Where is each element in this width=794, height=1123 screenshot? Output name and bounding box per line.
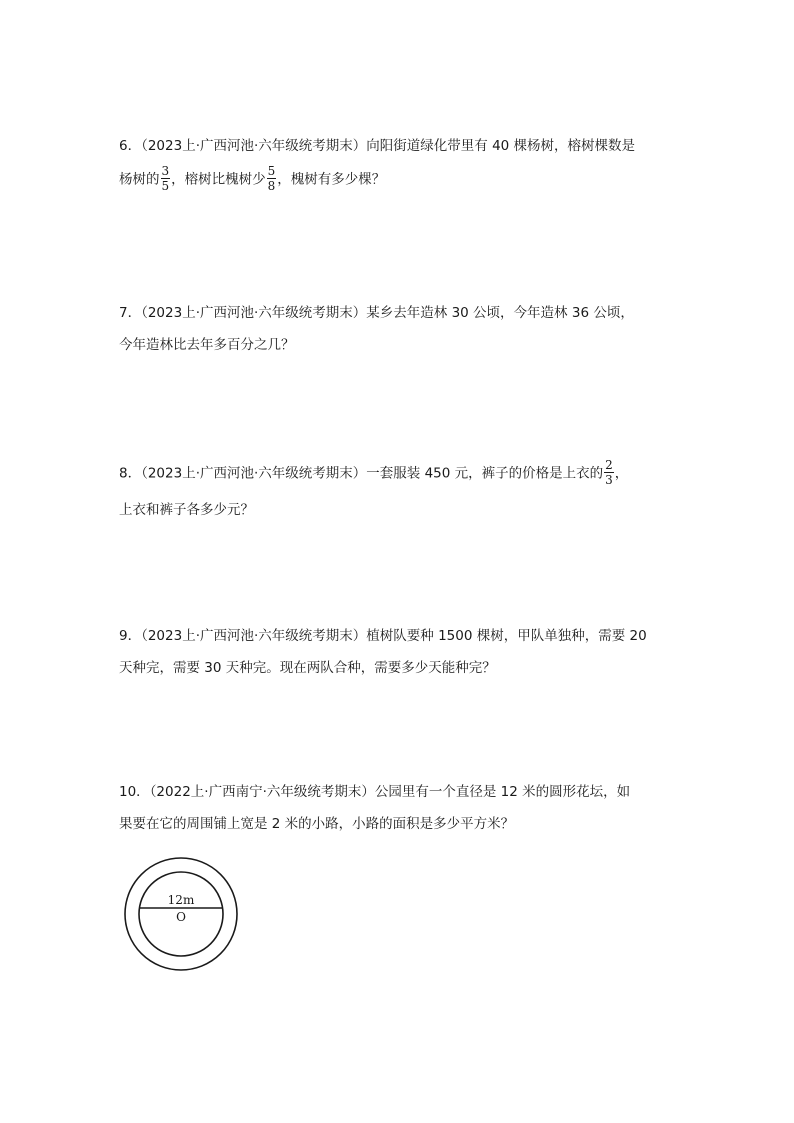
question-text: 天种完，需要 30 天种完。现在两队合种，需要多少天能种完？ (119, 660, 496, 676)
question-source: （2023上·广西河池·六年级统考期末） (141, 465, 367, 482)
question-number: 9． (119, 628, 142, 644)
center-label: O (176, 910, 186, 924)
annulus-diagram (123, 856, 239, 972)
fraction-denominator: 8 (267, 179, 276, 193)
question-number: 7． (119, 305, 142, 321)
fraction-numerator: 3 (161, 164, 170, 178)
question-source: （2022上·广西南宁·六年级统考期末） (149, 784, 375, 800)
question-text: 杨树的 (119, 171, 160, 188)
question-text: 公园里有一个直径是 12 米的圆形花坛，如 (374, 784, 631, 800)
question-text: 某乡去年造林 30 公顷，今年造林 36 公顷， (366, 305, 634, 321)
question-number: 10． (119, 784, 150, 800)
question-text: ，槐树有多少棵？ (277, 171, 386, 188)
question-source: （2023上·广西河池·六年级统考期末） (141, 305, 367, 321)
question-6-line-1 (119, 134, 635, 154)
question-text: 今年造林比去年多百分之几？ (119, 337, 295, 353)
question-source: （2023上·广西河池·六年级统考期末） (141, 628, 367, 644)
question-source: （2023上·广西河池·六年级统考期末） (141, 138, 367, 154)
question-7-line-1 (119, 301, 634, 321)
fraction-two-thirds (604, 459, 614, 486)
fraction-numerator: 5 (267, 164, 276, 178)
question-9-line-1 (119, 624, 647, 644)
diameter-label: 12m (167, 893, 195, 907)
fraction-numerator: 2 (605, 458, 613, 472)
fraction-five-eighths (267, 165, 277, 192)
question-text: 果要在它的周围铺上宽是 2 米的小路，小路的面积是多少平方米？ (119, 816, 515, 832)
annulus-figure (123, 856, 239, 976)
fraction-denominator: 3 (605, 473, 613, 487)
question-number: 8． (119, 465, 142, 482)
question-8-line-2 (119, 498, 254, 518)
question-9-line-2 (119, 656, 496, 676)
question-10-line-2 (119, 812, 514, 832)
question-8-line-1 (119, 460, 628, 487)
question-text: 向阳街道绿化带里有 40 棵杨树，榕树棵数是 (366, 138, 636, 154)
question-text: ， (614, 465, 629, 482)
question-10-line-1 (119, 780, 630, 800)
question-text: ，榕树比槐树少 (171, 171, 266, 188)
question-text: 一套服装 450 元，裤子的价格是上衣的 (366, 465, 604, 482)
question-7-line-2 (119, 333, 295, 353)
question-text: 上衣和裤子各多少元？ (119, 502, 254, 518)
fraction-three-fifths (161, 165, 171, 192)
fraction-denominator: 5 (161, 179, 170, 193)
question-number: 6． (119, 138, 142, 154)
question-text: 植树队要种 1500 棵树，甲队单独种，需要 20 (366, 628, 647, 644)
question-6-line-2 (119, 166, 385, 193)
